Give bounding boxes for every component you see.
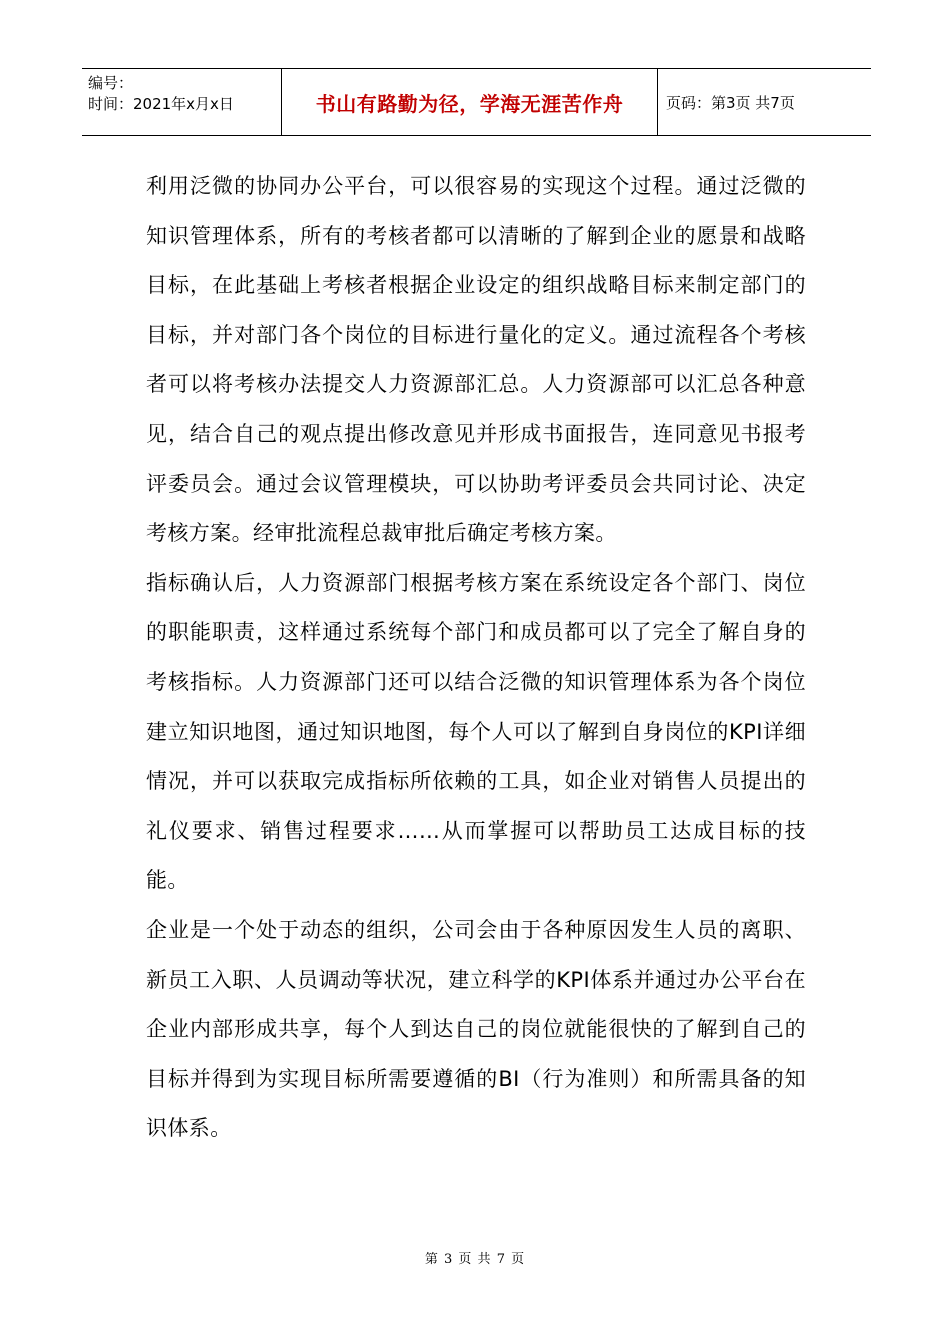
- document-header: [82, 68, 871, 136]
- document-body: [146, 162, 806, 1154]
- motto-text: 书山有路勤为径，学海无涯苦作舟: [315, 91, 624, 116]
- paragraph-3: 企业是一个处于动态的组织，公司会由于各种原因发生人员的离职、新员工入职、人员调动等状况，建立科学的KPI体系并通过办公平台在企业内部形成共享，每个人到达自己的岗位就能很快的了解到自己的目标并得到为实现目标所需要遵循的BI（行为准则）和所需具备的知识体系。: [146, 917, 806, 1141]
- page-footer: [0, 1248, 950, 1267]
- footer-page-number: 第 3 页 共 7 页: [424, 1252, 526, 1267]
- header-motto-cell: [282, 69, 658, 135]
- header-page-cell: [658, 69, 871, 135]
- number-label: 编号：: [88, 74, 134, 92]
- paragraph-1: 利用泛微的协同办公平台，可以很容易的实现这个过程。通过泛微的知识管理体系，所有的考核者都可以清晰的了解到企业的愿景和战略目标，在此基础上考核者根据企业设定的组织战略目标来制定部门的目标，并对部门各个岗位的目标进行量化的定义。通过流程各个考核者可以将考核办法提交人力资源部汇总。人力资源部可以汇总各种意见，结合自己的观点提出修改意见并形成书面报告，连同意见书报考评委员会。通过会议管理模块，可以协助考评委员会共同讨论、决定考核方案。经审批流程总裁审批后确定考核方案。: [146, 174, 806, 546]
- time-label: 时间：2021年x月x日: [88, 95, 234, 113]
- header-meta-cell: [82, 69, 282, 135]
- page-code: 页码：第3页 共7页: [666, 93, 795, 112]
- paragraph-2: 指标确认后，人力资源部门根据考核方案在系统设定各个部门、岗位的职能职责，这样通过系统每个部门和成员都可以了完全了解自身的考核指标。人力资源部门还可以结合泛微的知识管理体系为各个岗位建立知识地图，通过知识地图，每个人可以了解到自身岗位的KPI详细情况，并可以获取完成指标所依赖的工具，如企业对销售人员提出的礼仪要求、销售过程要求……从而掌握可以帮助员工达成目标的技能。: [146, 570, 806, 893]
